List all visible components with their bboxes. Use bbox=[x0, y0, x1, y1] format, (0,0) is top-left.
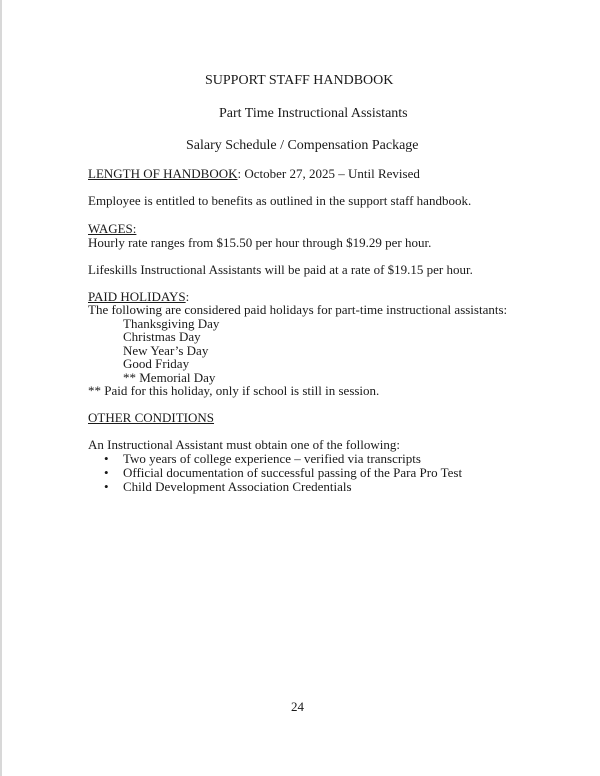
paid-holidays-intro: The following are considered paid holidays for part-time instructional assistants: bbox=[88, 302, 508, 317]
holiday-item: Christmas Day bbox=[123, 329, 201, 344]
length-of-handbook bbox=[88, 166, 420, 181]
paid-holidays-label: PAID HOLIDAYS bbox=[88, 289, 186, 304]
benefits-text: Employee is entitled to benefits as outlined in the support staff handbook. bbox=[88, 193, 472, 208]
wages-lifeskills: Lifeskills Instructional Assistants will be paid at a rate of $19.15 per hour. bbox=[88, 262, 473, 277]
other-conditions-heading: OTHER CONDITIONS bbox=[88, 410, 215, 425]
length-value: : October 27, 2025 – Until Revised bbox=[237, 166, 420, 181]
bullet-icon: • bbox=[104, 451, 109, 466]
wages-hourly: Hourly rate ranges from $15.50 per hour through $19.29 per hour. bbox=[88, 235, 432, 250]
paid-holidays-note: ** Paid for this holiday, only if school is still in session. bbox=[88, 383, 380, 398]
document-title: SUPPORT STAFF HANDBOOK bbox=[205, 73, 394, 88]
wages-heading: WAGES: bbox=[88, 221, 137, 236]
bullet-icon: • bbox=[104, 479, 109, 494]
condition-item bbox=[104, 451, 421, 466]
other-conditions-intro: An Instructional Assistant must obtain one of the following: bbox=[88, 437, 400, 452]
document-subtitle-2: Salary Schedule / Compensation Package bbox=[186, 138, 419, 153]
condition-item bbox=[104, 479, 352, 494]
page-number: 24 bbox=[291, 699, 304, 714]
condition-text: Two years of college experience – verified via transcripts bbox=[123, 451, 421, 466]
holiday-item: New Year’s Day bbox=[123, 343, 209, 358]
scan-edge bbox=[0, 0, 2, 776]
holiday-item: Good Friday bbox=[123, 356, 190, 371]
condition-item bbox=[104, 465, 462, 480]
paid-holidays-colon: : bbox=[185, 289, 190, 304]
document-subtitle: Part Time Instructional Assistants bbox=[219, 106, 408, 121]
bullet-icon: • bbox=[104, 465, 109, 480]
length-label: LENGTH OF HANDBOOK bbox=[88, 166, 238, 181]
condition-text: Official documentation of successful passing of the Para Pro Test bbox=[123, 465, 463, 480]
condition-text: Child Development Association Credentials bbox=[123, 479, 352, 494]
holiday-item: ** Memorial Day bbox=[123, 370, 216, 385]
holiday-item: Thanksgiving Day bbox=[123, 316, 220, 331]
